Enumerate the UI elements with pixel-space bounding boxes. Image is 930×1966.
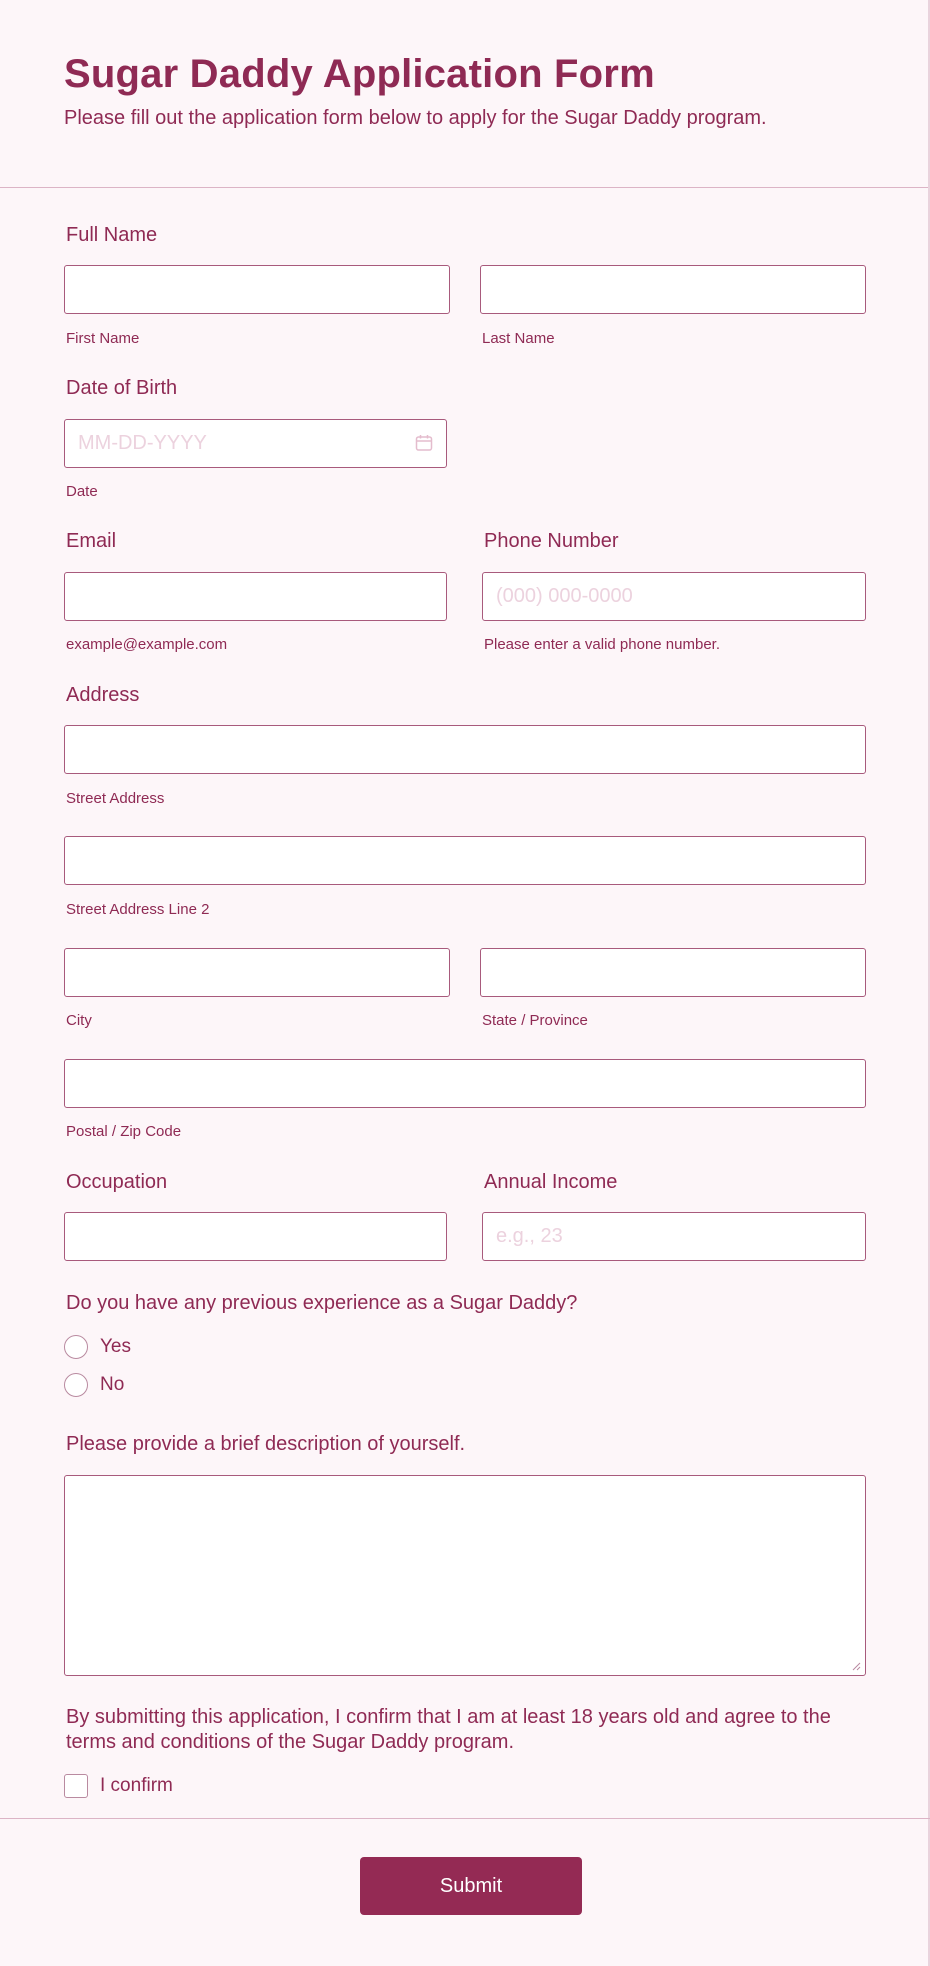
resize-handle-icon[interactable] xyxy=(851,1661,861,1671)
state-sublabel: State / Province xyxy=(482,1012,588,1029)
phone-input[interactable] xyxy=(482,572,866,621)
dob-sublabel: Date xyxy=(66,483,98,500)
experience-question: Do you have any previous experience as a Sugar Daddy? xyxy=(66,1292,578,1314)
full-name-label: Full Name xyxy=(66,224,158,246)
email-label: Email xyxy=(66,530,117,552)
postal-code-input[interactable] xyxy=(64,1059,866,1108)
phone-sublabel: Please enter a valid phone number. xyxy=(484,636,720,653)
email-input[interactable] xyxy=(64,572,447,621)
street-address-sublabel: Street Address xyxy=(66,790,165,807)
experience-no-radio[interactable] xyxy=(64,1373,88,1397)
street-address-2-sublabel: Street Address Line 2 xyxy=(66,901,210,918)
experience-yes-radio[interactable] xyxy=(64,1335,88,1359)
email-sublabel: example@example.com xyxy=(66,636,228,653)
last-name-sublabel: Last Name xyxy=(482,330,555,347)
occupation-input[interactable] xyxy=(64,1212,447,1261)
form-header xyxy=(0,0,930,188)
income-input[interactable] xyxy=(482,1212,866,1261)
phone-placeholder: (000) 000-0000 xyxy=(496,585,633,607)
income-label: Annual Income xyxy=(484,1171,618,1193)
address-label: Address xyxy=(66,684,140,706)
confirm-label[interactable]: I confirm xyxy=(100,1775,173,1796)
street-address-2-input[interactable] xyxy=(64,836,866,885)
confirm-checkbox[interactable] xyxy=(64,1774,88,1798)
description-label: Please provide a brief description of yourself. xyxy=(66,1433,466,1455)
page-title: Sugar Daddy Application Form xyxy=(64,52,655,96)
dob-input[interactable] xyxy=(64,419,447,468)
description-textarea[interactable] xyxy=(64,1475,866,1676)
submit-button[interactable]: Submit xyxy=(360,1857,582,1915)
experience-no-label[interactable]: No xyxy=(100,1374,125,1395)
dob-placeholder: MM-DD-YYYY xyxy=(78,432,207,454)
postal-code-sublabel: Postal / Zip Code xyxy=(66,1123,182,1140)
dob-label: Date of Birth xyxy=(66,377,178,399)
last-name-input[interactable] xyxy=(480,265,866,314)
calendar-icon[interactable] xyxy=(415,434,433,452)
page-subtitle: Please fill out the application form below to apply for the Sugar Daddy program. xyxy=(64,107,767,129)
income-placeholder: e.g., 23 xyxy=(496,1225,563,1247)
city-sublabel: City xyxy=(66,1012,92,1029)
first-name-sublabel: First Name xyxy=(66,330,140,347)
occupation-label: Occupation xyxy=(66,1171,168,1193)
first-name-input[interactable] xyxy=(64,265,450,314)
footer-divider xyxy=(0,1818,930,1819)
experience-yes-label[interactable]: Yes xyxy=(100,1336,131,1357)
state-input[interactable] xyxy=(480,948,866,997)
phone-label: Phone Number xyxy=(484,530,619,552)
city-input[interactable] xyxy=(64,948,450,997)
street-address-input[interactable] xyxy=(64,725,866,774)
terms-text: By submitting this application, I confirm that I am at least 18 years old and agree to the terms and conditions of the Sugar Daddy program. xyxy=(66,1706,831,1753)
